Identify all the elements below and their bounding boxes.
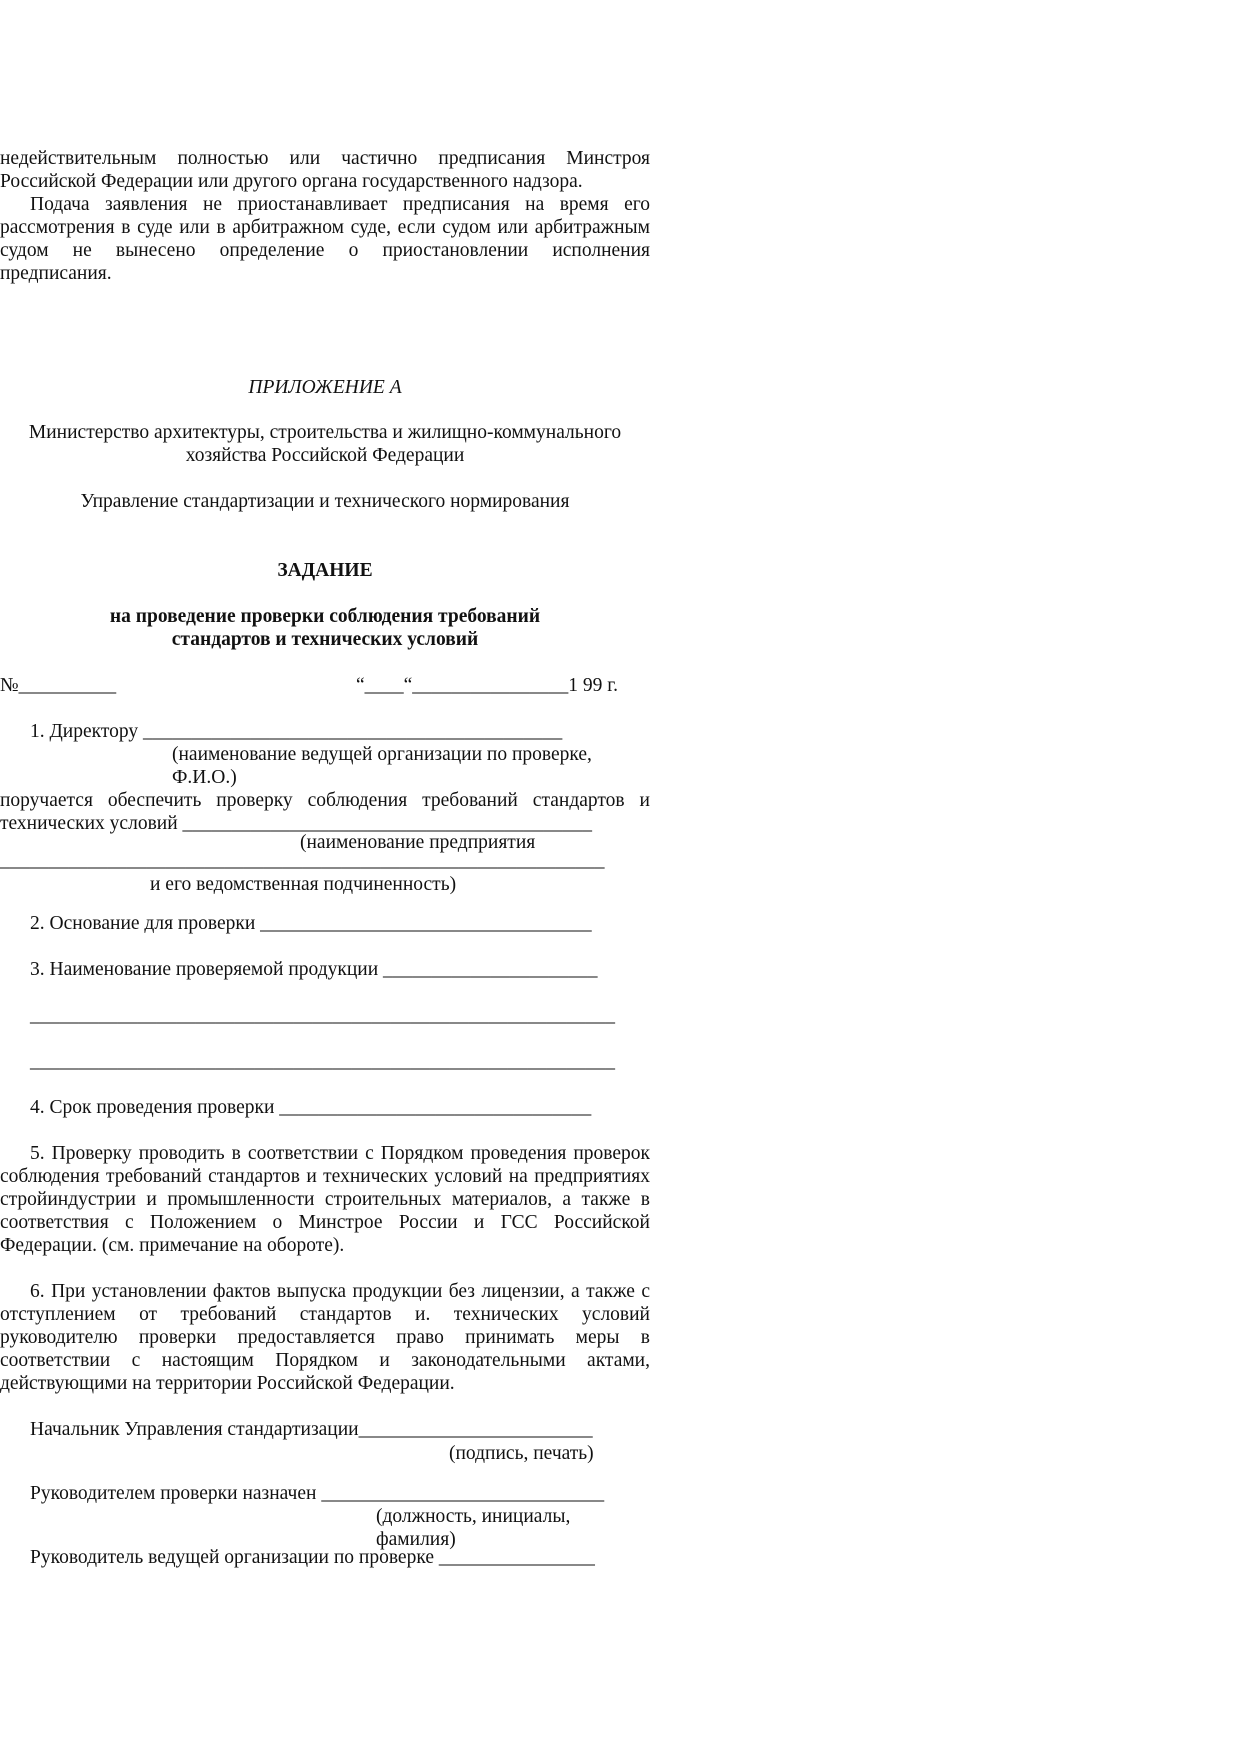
ministry-name <box>0 421 650 467</box>
assignment-line-2: технических условий __________________________________________ <box>0 813 593 834</box>
inspector-hint: (должность, инициалы, фамилия) <box>376 1506 571 1550</box>
intro-paragraph-2 <box>0 193 650 285</box>
number-field: №__________ <box>0 675 117 696</box>
item-5-procedure: 5. Проверку проводить в соответствии с Порядком проведения проверок соблюдения требований стандартов и технических условий на предприятиях стройиндустрии и промышленности строительных материалов, а также в соответствия с Положением о Минстрое России и ГСС Российской Федерации. (см. примечание на обороте). <box>0 1143 650 1256</box>
item-4-period: 4. Срок проведения проверки ________________________________ <box>30 1097 592 1118</box>
head-signature-hint: (подпись, печать) <box>449 1443 594 1464</box>
lead-organization-line: Руководитель ведущей организации по проверке ________________ <box>30 1547 595 1568</box>
item-2-basis: 2. Основание для проверки __________________________________ <box>30 913 592 934</box>
intro-text-1: недействительным полностью или частично предписания Минстроя Российской Федерации или другого органа государственного надзора. <box>0 148 650 192</box>
task-title: ЗАДАНИЕ <box>277 560 373 581</box>
assignment-hint-1: (наименование предприятия <box>300 832 536 853</box>
assignment-block <box>0 789 650 835</box>
assignment-line-3: ______________________________________________________________ <box>0 850 605 871</box>
item-6-measures: 6. При установлении фактов выпуска продукции без лицензии, а также с отступлением от требований стандартов и. технических условий руководителю проверки предоставляется право принимать меры в соответствии с настоящим Порядком и законодательными актами, действующими на территории Российской Федерации. <box>0 1281 650 1394</box>
blank-line-1: ____________________________________________________________ <box>30 1005 615 1026</box>
task-subtitle-line-2: стандартов и технических условий <box>171 629 479 650</box>
ministry-line-1: Министерство архитектуры, строительства и жилищно-коммунального <box>28 422 622 443</box>
date-field: “____“________________1 99 г. <box>356 675 618 696</box>
intro-paragraph-1 <box>0 147 650 193</box>
assignment-line-1: поручается обеспечить проверку соблюдения требований стандартов и <box>0 790 650 811</box>
task-subtitle <box>0 605 650 651</box>
item-1-hint: (наименование ведущей организации по проверке, Ф.И.О.) <box>172 744 592 788</box>
task-subtitle-line-1: на проведение проверки соблюдения требований <box>109 606 541 627</box>
inspector-line: Руководителем проверки назначен _____________________________ <box>30 1483 605 1504</box>
blank-line-2: ____________________________________________________________ <box>30 1051 615 1072</box>
department-name: Управление стандартизации и технического нормирования <box>80 491 570 512</box>
appendix-title: ПРИЛОЖЕНИЕ А <box>248 377 402 398</box>
assignment-hint-2: и его ведомственная подчиненность) <box>150 874 457 895</box>
item-1-director: 1. Директору ___________________________________________ <box>30 721 563 742</box>
item-3-product: 3. Наименование проверяемой продукции ______________________ <box>30 959 598 980</box>
head-signature-line: Начальник Управления стандартизации________________________ <box>30 1419 593 1440</box>
ministry-line-2: хозяйства Российской Федерации <box>185 445 465 466</box>
intro-text-2: Подача заявления не приостанавливает предписания на время его рассмотрения в суде или в арбитражном суде, если судом или арбитражным судом не вынесено определение о приостановлении исполнения предписания. <box>0 194 650 284</box>
